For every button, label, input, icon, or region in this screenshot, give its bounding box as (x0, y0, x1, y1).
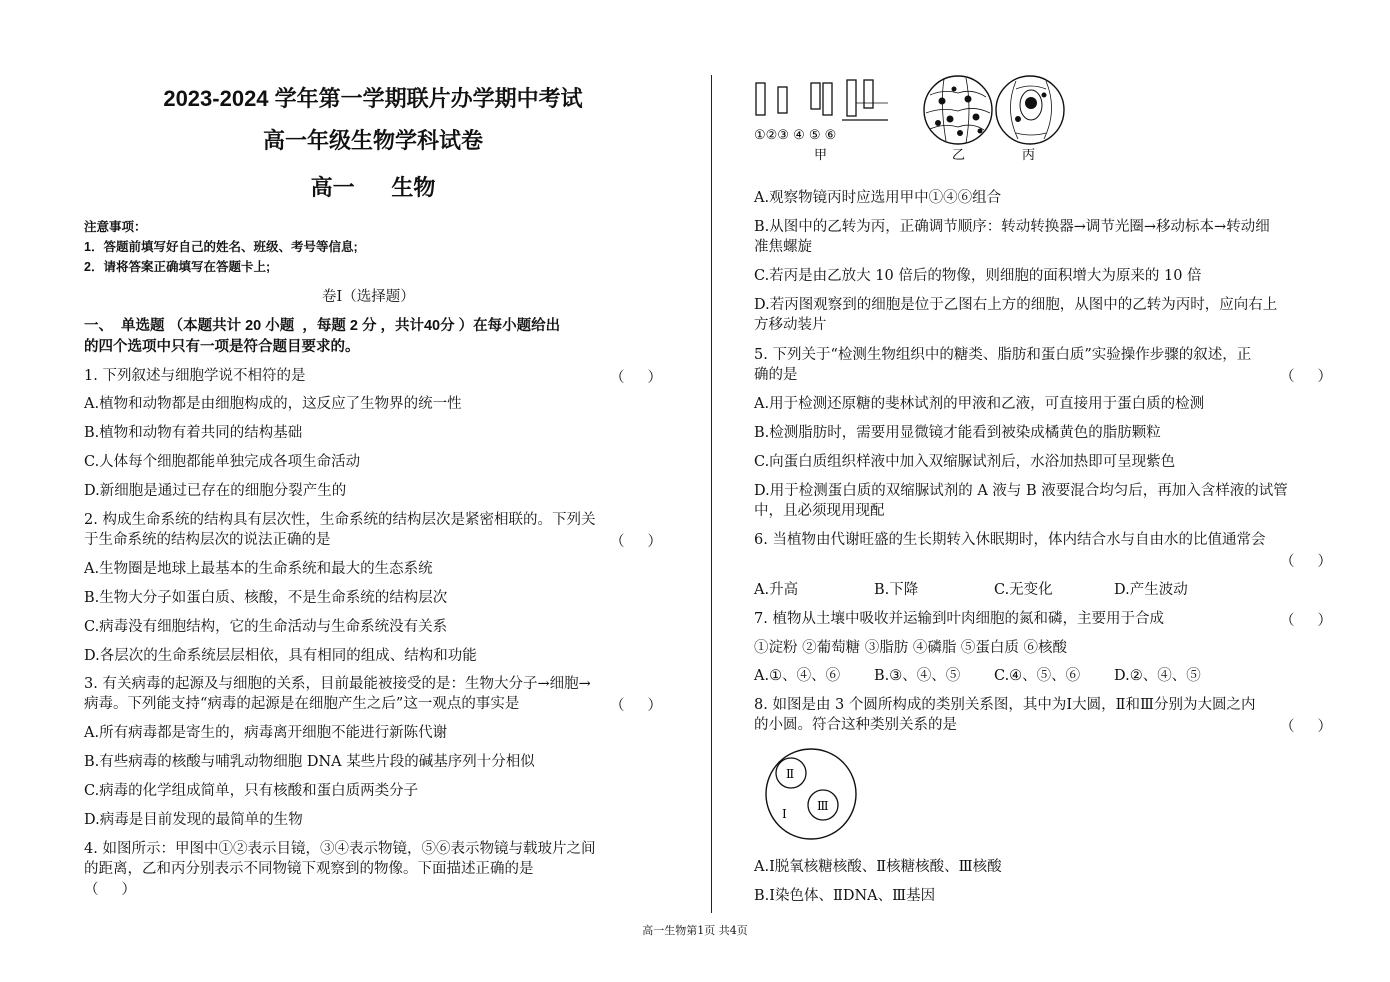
option: A.①、④、⑥ (754, 668, 841, 684)
figure-label-yi: 乙 (952, 148, 966, 163)
question-stem: 7. 植物从土壤中吸收并运输到叶肉细胞的氮和磷，主要用于合成 (754, 611, 1164, 627)
column-divider (711, 75, 712, 913)
option: D.新细胞是通过已存在的细胞分裂产生的 (84, 483, 347, 499)
circle-label-ii: Ⅱ (786, 767, 795, 781)
question-stem: 3. 有关病毒的起源及与细胞的关系，目前最能被接受的是：生物大分子→细胞→ (84, 676, 591, 692)
lens-numbers: ①②③ ④ ⑤ ⑥ (754, 128, 837, 143)
option: B.Ⅰ染色体、ⅡDNA、Ⅲ基因 (754, 888, 936, 904)
question-stem: 4. 如图所示：甲图中①②表示目镜，③④表示物镜，⑤⑥表示物镜与载玻片之间 (84, 841, 596, 857)
option-cont: 中，且必须现用现配 (754, 503, 885, 519)
option: A.用于检测还原糖的斐林试剂的甲液和乙液，可直接用于蛋白质的检测 (754, 396, 1205, 412)
answer-paren: （ ） (1279, 613, 1332, 629)
exam-subtitle: 高一年级生物学科试卷 (262, 128, 483, 153)
option: A.Ⅰ脱氧核糖核酸、Ⅱ核糖核酸、Ⅲ核酸 (754, 859, 1002, 875)
microscope-figure (754, 75, 1074, 167)
question-stem-cont: 确的是 (754, 367, 798, 383)
notice-item: 2．请将答案正确填写在答题卡上; (84, 260, 271, 274)
question-stem-cont: 的距离，乙和丙分别表示不同物镜下观察到的物像。下面描述正确的是 (84, 861, 534, 877)
option: C.无变化 (994, 582, 1053, 598)
option: D.②、④、⑤ (1114, 668, 1201, 684)
question-stem: 5. 下列关于“检测生物组织中的糖类、脂肪和蛋白质”实验操作步骤的叙述，正 (754, 347, 1252, 363)
section-header-cont: 的四个选项中只有一项是符合题目要求的。 (84, 339, 360, 355)
exam-title: 2023-2024 学年第一学期联片办学期中考试 (163, 86, 583, 111)
option: D.各层次的生命系统层层相依，具有相同的组成、结构和功能 (84, 648, 477, 664)
option: A.生物圈是地球上最基本的生命系统和最大的生态系统 (84, 561, 433, 577)
volume-label: 卷Ⅰ（选择题） (322, 289, 415, 305)
option-cont: 准焦螺旋 (754, 239, 812, 255)
option: A.观察物镜丙时应选用甲中①④⑥组合 (754, 190, 1002, 206)
answer-paren: （ ） (609, 370, 662, 386)
circle-label-iii: Ⅲ (817, 799, 829, 813)
cell-view-yi (924, 76, 992, 144)
option: A.所有病毒都是寄生的，病毒离开细胞不能进行新陈代谢 (84, 725, 448, 741)
question-stem: 1. 下列叙述与细胞学说不相符的是 (84, 368, 306, 384)
option: A.植物和动物都是由细胞构成的，这反应了生物界的统一性 (84, 396, 462, 412)
option: A.升高 (754, 582, 799, 598)
question-items: ①淀粉 ②葡萄糖 ③脂肪 ④磷脂 ⑤蛋白质 ⑥核酸 (754, 640, 1068, 656)
question-stem-cont: 于生命系统的结构层次的说法正确的是 (84, 532, 331, 548)
option: C.向蛋白质组织样液中加入双缩脲试剂后，水浴加热即可呈现紫色 (754, 454, 1176, 470)
option: B.植物和动物有着共同的结构基础 (84, 425, 303, 441)
option: D.用于检测蛋白质的双缩脲试剂的 A 液与 B 液要混合均匀后，再加入含样液的试管 (754, 483, 1288, 499)
question-stem: 6. 当植物由代谢旺盛的生长期转入休眠期时，体内结合水与自由水的比值通常会 (754, 532, 1266, 548)
subject-title: 高一 生物 (310, 175, 436, 200)
category-circles-figure (754, 748, 874, 844)
notice-item: 1．答题前填写好自己的姓名、班级、考号等信息; (84, 240, 358, 254)
circle-label-i: Ⅰ (782, 807, 787, 821)
answer-paren: （ ） (609, 534, 662, 550)
section-header: 一、 单选题 （本题共计 20 小题 ，每题 2 分 ，共计40分 ）在每小题给出 (84, 318, 561, 334)
answer-paren: （ ） (84, 882, 137, 898)
option: B.有些病毒的核酸与哺乳动物细胞 DNA 某些片段的碱基序列十分相似 (84, 754, 535, 770)
option: C.④、⑤、⑥ (994, 668, 1081, 684)
cell-view-bing (996, 76, 1064, 144)
answer-paren: （ ） (1279, 554, 1332, 570)
question-stem-cont: 病毒。下列能支持“病毒的起源是在细胞产生之后”这一观点的事实是 (84, 696, 520, 712)
option-row (754, 580, 1188, 600)
notice-heading: 注意事项： (84, 220, 147, 234)
question-stem-cont: 的小圆。符合这种类别关系的是 (754, 717, 957, 733)
option-row (754, 666, 1201, 686)
option: D.病毒是目前发现的最简单的生物 (84, 812, 303, 828)
option: C.人体每个细胞都能单独完成各项生命活动 (84, 454, 361, 470)
option: C.若丙是由乙放大 10 倍后的物像，则细胞的面积增大为原来的 10 倍 (754, 268, 1202, 284)
question-stem: 2. 构成生命系统的结构具有层次性，生命系统的结构层次是紧密相联的。下列关 (84, 512, 596, 528)
page-footer: 高一生物第1页 共4页 (642, 924, 748, 937)
answer-paren: （ ） (609, 698, 662, 714)
answer-paren: （ ） (1279, 369, 1332, 385)
option: B.从图中的乙转为丙，正确调节顺序：转动转换器→调节光圈→移动标本→转动细 (754, 219, 1270, 235)
option: B.生物大分子如蛋白质、核酸，不是生命系统的结构层次 (84, 590, 448, 606)
option: B.③、④、⑤ (874, 668, 961, 684)
option-cont: 方移动装片 (754, 317, 827, 333)
figure-label-jia: 甲 (814, 148, 828, 163)
option: D.产生波动 (1114, 582, 1188, 598)
option: C.病毒的化学组成简单，只有核酸和蛋白质两类分子 (84, 783, 419, 799)
question-stem: 8. 如图是由 3 个圆所构成的类别关系图，其中为Ⅰ大圆，Ⅱ和Ⅲ分别为大圆之内 (754, 697, 1256, 713)
option: D.若丙图观察到的细胞是位于乙图右上方的细胞，从图中的乙转为丙时，应向右上 (754, 297, 1278, 313)
figure-label-bing: 丙 (1022, 148, 1036, 163)
answer-paren: （ ） (1279, 719, 1332, 735)
option: B.检测脂肪时，需要用显微镜才能看到被染成橘黄色的脂肪颗粒 (754, 425, 1161, 441)
option: B.下降 (874, 582, 919, 598)
option: C.病毒没有细胞结构，它的生命活动与生命系统没有关系 (84, 619, 448, 635)
